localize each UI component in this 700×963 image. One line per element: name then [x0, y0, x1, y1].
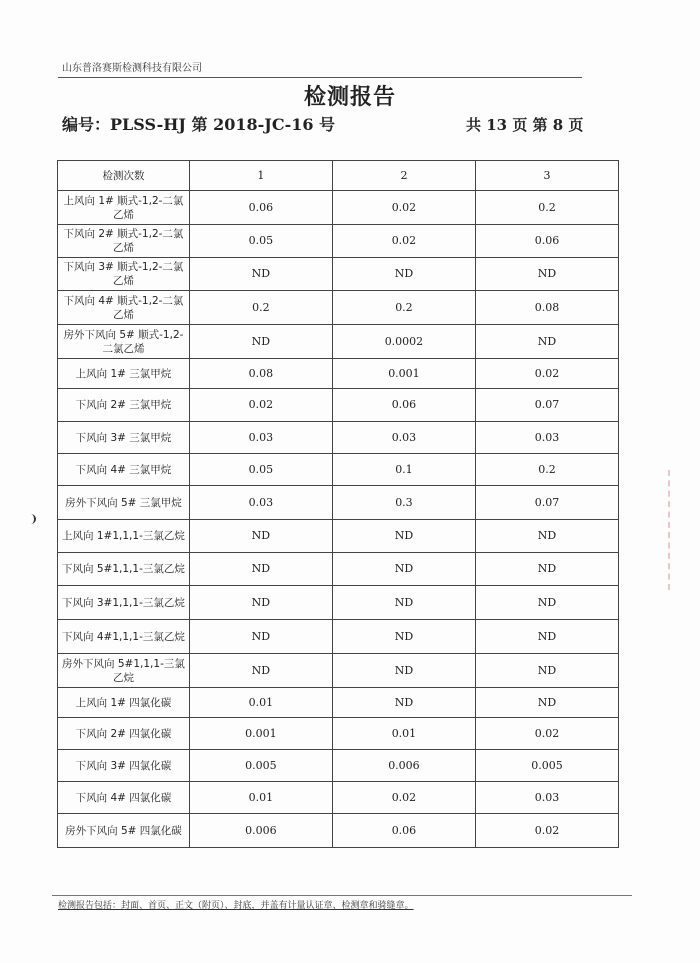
cell-value: ND [476, 325, 619, 359]
row-label: 房外下风向 5#1,1,1-三氯乙烷 [58, 654, 190, 688]
cell-value: 0.03 [189, 422, 332, 454]
cell-value: 0.06 [332, 389, 475, 422]
table-row [58, 422, 619, 454]
cell-value: ND [476, 520, 619, 553]
cell-value: ND [476, 553, 619, 586]
footer-note: 检测报告包括：封面、首页、正文（附页）、封底，并盖有计量认证章、检测章和骑缝章。 [58, 901, 414, 911]
row-label: 下风向 4# 三氯甲烷 [58, 454, 190, 486]
cell-value: ND [476, 620, 619, 654]
cell-value: ND [189, 520, 332, 553]
cell-value: ND [332, 620, 475, 654]
cell-value: 0.06 [332, 814, 475, 848]
report-number: 编号：PLSS-HJ 第 2018-JC-16 号 [62, 115, 336, 134]
table-row [58, 291, 619, 325]
column-header: 1 [189, 161, 332, 191]
cell-value: 0.06 [189, 191, 332, 225]
table-row [58, 325, 619, 359]
row-label: 上风向 1# 四氯化碳 [58, 688, 190, 718]
cell-value: 0.03 [476, 422, 619, 454]
cell-value: ND [332, 654, 475, 688]
row-label: 下风向 2# 顺式-1,2-二氯乙烯 [58, 225, 190, 258]
cell-value: 0.05 [189, 454, 332, 486]
row-label: 房外下风向 5# 四氯化碳 [58, 814, 190, 848]
row-label: 下风向 3# 四氯化碳 [58, 750, 190, 782]
cell-value: 0.08 [189, 359, 332, 389]
cell-value: ND [476, 586, 619, 620]
cell-value: 0.03 [189, 486, 332, 520]
table-row [58, 225, 619, 258]
row-label: 下风向 2# 三氯甲烷 [58, 389, 190, 422]
row-label: 下风向 5#1,1,1-三氯乙烷 [58, 553, 190, 586]
cell-value: 0.01 [189, 782, 332, 814]
row-label: 下风向 4# 顺式-1,2-二氯乙烯 [58, 291, 190, 325]
cell-value: 0.001 [189, 718, 332, 750]
cell-value: ND [189, 654, 332, 688]
cell-value: ND [476, 258, 619, 291]
cell-value: 0.005 [476, 750, 619, 782]
cell-value: 0.1 [332, 454, 475, 486]
results-table [57, 160, 619, 848]
table-row [58, 718, 619, 750]
table-row [58, 359, 619, 389]
cell-value: 0.2 [189, 291, 332, 325]
table-row [58, 750, 619, 782]
row-label: 下风向 3# 三氯甲烷 [58, 422, 190, 454]
table-row [58, 520, 619, 553]
row-label: 下风向 4#1,1,1-三氯乙烷 [58, 620, 190, 654]
binding-hole-mark [28, 514, 36, 524]
cell-value: 0.2 [476, 454, 619, 486]
column-header: 2 [332, 161, 475, 191]
cell-value: ND [332, 688, 475, 718]
cell-value: 0.2 [476, 191, 619, 225]
cell-value: ND [332, 520, 475, 553]
cell-value: 0.02 [476, 718, 619, 750]
table-row [58, 454, 619, 486]
row-label: 上风向 1# 三氯甲烷 [58, 359, 190, 389]
table-row [58, 782, 619, 814]
row-label: 房外下风向 5# 三氯甲烷 [58, 486, 190, 520]
cell-value: 0.02 [332, 191, 475, 225]
table-header-row [58, 161, 619, 191]
cell-value: 0.3 [332, 486, 475, 520]
cell-value: 0.02 [189, 389, 332, 422]
cell-value: ND [189, 620, 332, 654]
table-row [58, 620, 619, 654]
cell-value: 0.06 [476, 225, 619, 258]
table-row [58, 586, 619, 620]
row-label: 下风向 4# 四氯化碳 [58, 782, 190, 814]
cell-value: 0.07 [476, 486, 619, 520]
cell-value: ND [189, 553, 332, 586]
cell-value: ND [332, 553, 475, 586]
cell-value: ND [332, 258, 475, 291]
cell-value: 0.05 [189, 225, 332, 258]
table-row [58, 654, 619, 688]
row-label: 上风向 1# 顺式-1,2-二氯乙烯 [58, 191, 190, 225]
cell-value: 0.006 [189, 814, 332, 848]
cell-value: 0.02 [476, 359, 619, 389]
cell-value: 0.2 [332, 291, 475, 325]
table-row [58, 389, 619, 422]
footer-divider [52, 895, 632, 896]
column-header: 检测次数 [58, 161, 190, 191]
cell-value: 0.03 [332, 422, 475, 454]
page-title: 检测报告 [303, 84, 396, 110]
cell-value: 0.03 [476, 782, 619, 814]
cell-value: ND [189, 586, 332, 620]
cell-value: 0.07 [476, 389, 619, 422]
table-row [58, 258, 619, 291]
cell-value: 0.01 [189, 688, 332, 718]
cell-value: ND [332, 586, 475, 620]
cell-value: ND [476, 654, 619, 688]
cell-value: 0.001 [332, 359, 475, 389]
cell-value: 0.02 [332, 782, 475, 814]
cell-value: 0.02 [476, 814, 619, 848]
row-label: 下风向 3# 顺式-1,2-二氯乙烯 [58, 258, 190, 291]
header-divider [58, 77, 582, 78]
row-label: 房外下风向 5# 顺式-1,2-二氯乙烯 [58, 325, 190, 359]
row-label: 上风向 1#1,1,1-三氯乙烷 [58, 520, 190, 553]
table-row [58, 486, 619, 520]
row-label: 下风向 3#1,1,1-三氯乙烷 [58, 586, 190, 620]
cell-value: 0.02 [332, 225, 475, 258]
table-row [58, 191, 619, 225]
cell-value: ND [476, 688, 619, 718]
results-table-body [58, 161, 619, 848]
cell-value: 0.006 [332, 750, 475, 782]
cell-value: 0.01 [332, 718, 475, 750]
table-row [58, 814, 619, 848]
cell-value: 0.005 [189, 750, 332, 782]
company-name: 山东普洛赛斯检测科技有限公司 [62, 63, 202, 74]
column-header: 3 [476, 161, 619, 191]
table-row [58, 688, 619, 718]
cell-value: 0.08 [476, 291, 619, 325]
cell-value: 0.0002 [332, 325, 475, 359]
table-row [58, 553, 619, 586]
seam-stamp-mark [668, 470, 694, 590]
cell-value: ND [189, 258, 332, 291]
cell-value: ND [189, 325, 332, 359]
page-count: 共 13 页 第 8 页 [466, 116, 584, 134]
row-label: 下风向 2# 四氯化碳 [58, 718, 190, 750]
